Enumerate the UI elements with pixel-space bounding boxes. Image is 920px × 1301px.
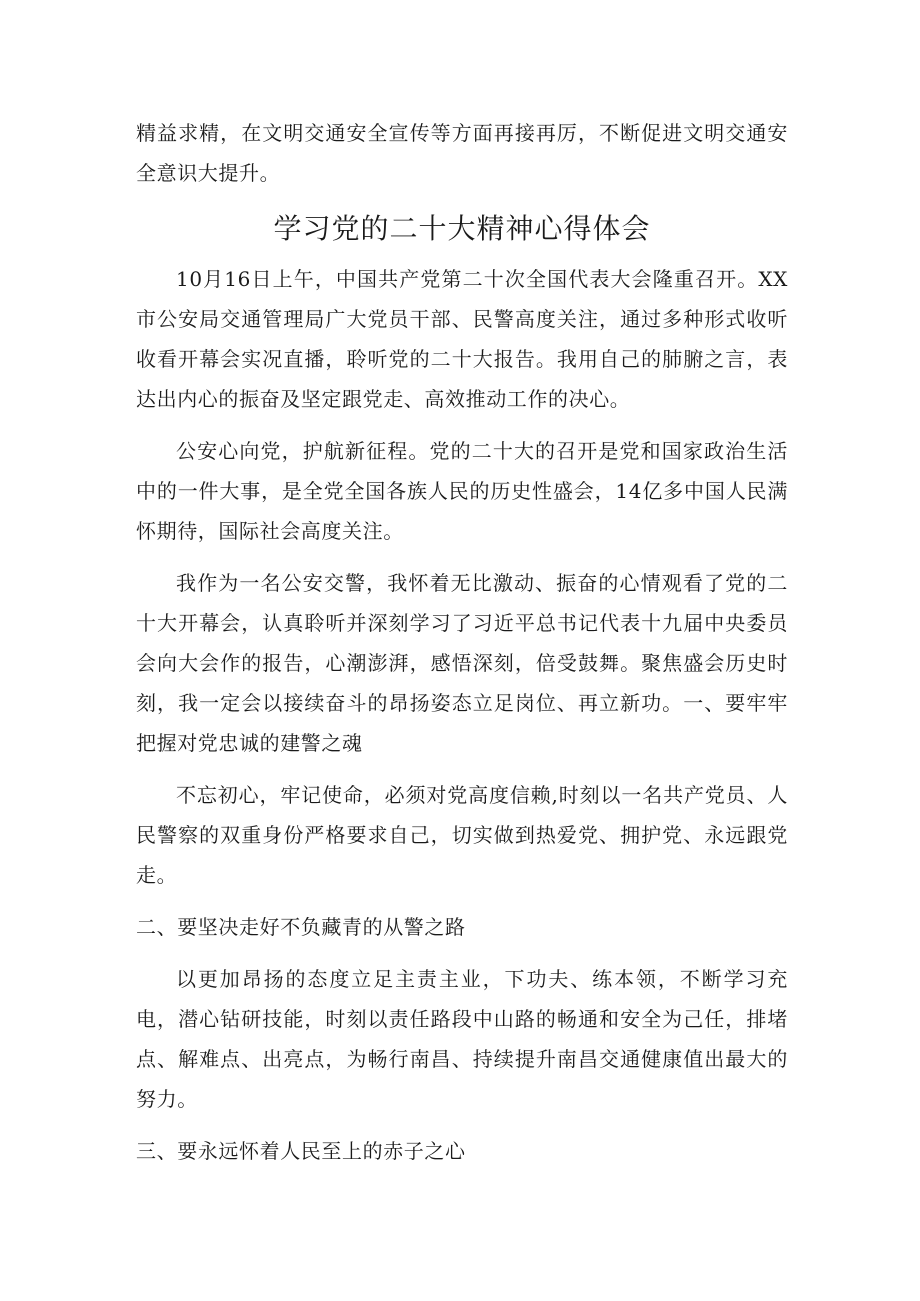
paragraph-loyalty: 不忘初心，牢记使命，必须对党高度信赖,时刻以一名共产党员、人民警察的双重身份严格要求自己，切实做到热爱党、拥护党、永远跟党走。 (136, 783, 788, 887)
document-title: 学习党的二十大精神心得体会 (273, 212, 651, 245)
heading-section-two: 二、要坚决走好不负藏青的从警之路 (136, 915, 466, 939)
paragraph-opening: 10月16日上午，中国共产党第二十次全国代表大会隆重召开。XX市公安局交通管理局广大党员干部、民警高度关注，通过多种形式收听收看开幕会实况直播，聆听党的二十大报告。我用自己的肺腑之言，表达出内心的振奋及坚定跟党走、高效推动工作的决心。 (136, 267, 788, 411)
paragraph-personal-reflection: 我作为一名公安交警，我怀着无比激动、振奋的心情观看了党的二十大开幕会，认真聆听并深刻学习了习近平总书记代表十九届中央委员会向大会作的报告，心潮澎湃，感悟深刻，倍受鼓舞。聚焦盛会历史时刻，我一定会以接续奋斗的昂扬姿态立足岗位、再立新功。一、要牢牢把握对党忠诚的建警之魂 (136, 571, 788, 755)
heading-section-three: 三、要永远怀着人民至上的赤子之心 (136, 1139, 466, 1163)
continuation-paragraph: 精益求精，在文明交通安全宣传等方面再接再厉，不断促进文明交通安全意识大提升。 (136, 121, 788, 185)
paragraph-duty: 以更加昂扬的态度立足主责主业，下功夫、练本领，不断学习充电，潜心钻研技能，时刻以责任路段中山路的畅通和安全为己任，排堵点、解难点、出亮点，为畅行南昌、持续提升南昌交通健康值出最大的努力。 (136, 967, 788, 1111)
paragraph-police-heart: 公安心向党，护航新征程。党的二十大的召开是党和国家政治生活中的一件大事，是全党全国各族人民的历史性盛会，14亿多中国人民满怀期待，国际社会高度关注。 (136, 439, 788, 543)
document-body (136, 113, 788, 1171)
